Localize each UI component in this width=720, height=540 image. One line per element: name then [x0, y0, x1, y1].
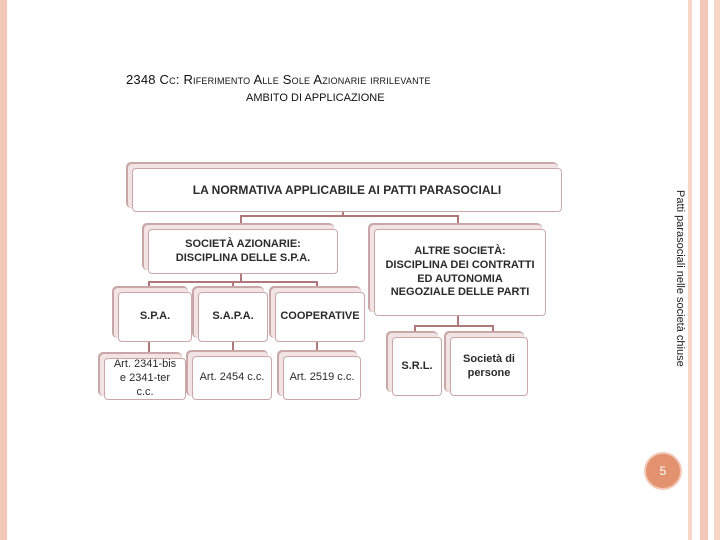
connector [240, 215, 242, 229]
page-number-badge: 5 [644, 452, 682, 490]
node-altre-societa: ALTRE SOCIETÀ: DISCIPLINA DEI CONTRATTI ED AUTONOMIA NEGOZIALE DELLE PARTI [374, 229, 546, 316]
node-sapa: S.A.P.A. [198, 292, 268, 342]
right-decor-stripe [700, 0, 708, 540]
slide-subtitle: AMBITO DI APPLICAZIONE [246, 92, 385, 104]
node-spa: S.P.A. [118, 292, 192, 342]
node-art-spa: Art. 2341-bis e 2341-ter c.c. [104, 358, 186, 400]
connector [457, 215, 459, 229]
connector [414, 325, 416, 337]
node-societa-azionarie: SOCIETÀ AZIONARIE: DISCIPLINA DELLE S.P.A. [148, 229, 338, 274]
connector [148, 342, 150, 358]
connector [232, 281, 234, 292]
connector [316, 281, 318, 292]
connector [232, 342, 234, 356]
connector [148, 281, 150, 292]
node-art-sapa: Art. 2454 c.c. [192, 356, 272, 400]
connector [414, 325, 494, 327]
slide-title: 2348 Cc: Riferimento Alle Sole Azionarie irrilevante [126, 72, 431, 87]
node-societa-persone: Società di persone [450, 337, 528, 396]
right-decor-stripe [688, 0, 692, 540]
root-node: LA NORMATIVA APPLICABILE AI PATTI PARASOCIALI [132, 168, 562, 212]
node-art-coop: Art. 2519 c.c. [283, 356, 361, 400]
connector [316, 342, 318, 356]
side-caption: Patti parasociali nelle società chiuse [674, 190, 686, 367]
node-srl: S.R.L. [392, 337, 442, 396]
right-decor-stripe [714, 0, 720, 540]
left-decor-bar [0, 0, 7, 540]
connector [492, 325, 494, 337]
node-cooperative: COOPERATIVE [275, 292, 365, 342]
connector [240, 215, 458, 217]
